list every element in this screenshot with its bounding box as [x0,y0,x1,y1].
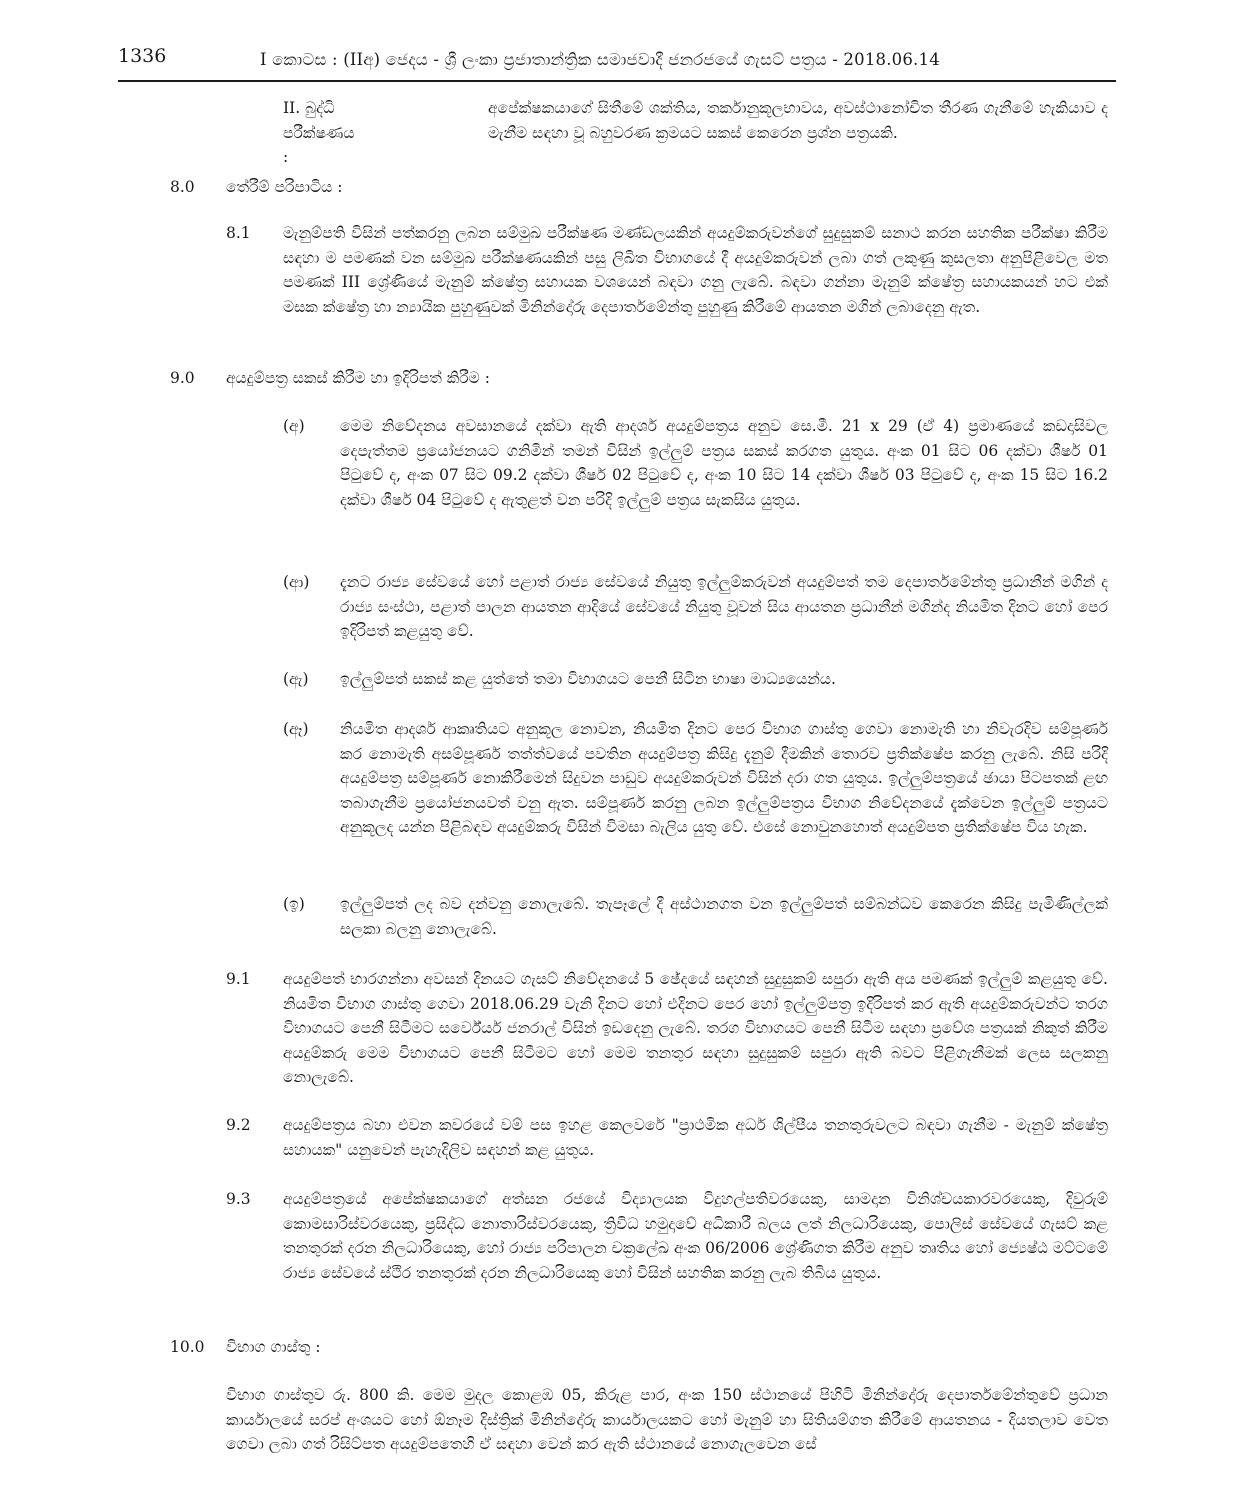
section-9-number: 9.0 [170,369,195,387]
section-8-title: තේරීම් පරිපාටිය : [226,178,343,196]
section-9-2-text: අයදුම්පත්‍රය බහා එවන කවරයේ වම් පස ඉහළ කෙලවරේ "ප්‍රාථමික අර්ධ ශිල්පීය තනතුරුවලට බඳවා ගැනීම - මැනුම් ක්ෂේත්‍ර සහායක" යනුවෙන් පැහැදිලිව සඳහන් කළ යුතුය. [283,1116,1108,1159]
section-9-title: අයදුම්පත්‍ර සකස් කිරීම හා ඉදිරිපත් කිරීම : [226,369,490,387]
item-a-text: මෙම නිවේදනය අවසානයේ දක්වා ඇති ආදර්ශ අයදුම්පත්‍රය අනුව සෙ.මී. 21 x 29 (ඒ 4) ප්‍රමාණයේ කඩදාසිවල දෙපැත්තම ප්‍රයෝජනයට ගනිමින් තමන් විසින් ඉල්ලුම් පත්‍රය සකස් කරගත යුතුය. අංක 01 සිට 06 දක්වා ශීර්ෂ 01 පිටුවේ ද, අංක 07 සිට 09.2 දක්වා ශීර්ෂ 02 පිටුවේ ද, අංක 10 සිට 14 දක්වා ශීර්ෂ 03 පිටුවේ ද, අංක 15 සිට 16.2 දක්වා ශීර්ෂ 04 පිටුවේ ද ඇතුළත් වන පරිදි ඉල්ලුම් පත්‍රය සැකසිය යුතුය. [340,417,1108,509]
item-i-label: (ඉ) [283,895,305,913]
page-number: 1336 [118,45,167,67]
item-aa-label: (ආ) [283,573,310,591]
section-9-1-number: 9.1 [226,970,251,988]
section-8-1-text: මැනුම්පති විසින් පත්කරනු ලබන සම්මුඛ පරීක්ෂණ මණ්ඩලයකින් අයදුම්කරුවන්ගේ සුදුසුකම් සනාථ කරන සහතික පරීක්ෂා කිරීම සඳහා ම පමණක් වන සම්මුඛ පරීක්ෂණයකින් පසු ලිඛිත විභාගයේ දී අයදුම්කරුවන් ලබා ගත් ලකුණු කුසලතා අනුපිළිවෙල මත පමණක් III ශ්‍රේණියේ මැනුම් ක්ෂේත්‍ර සහායක වශයෙන් බඳවා ගනු ලැබේ. බඳවා ගන්නා මැනුම් ක්ෂේත්‍ර සහායකයන් හට එක් මසක ක්ෂේත්‍ර හා න්‍යායික පුහුණුවක් මිනින්දෝරු දෙපාර්තමේන්තු පුහුණු කිරීමේ ආයතන මගින් ලබාදෙනු ඇත. [283,224,1108,316]
section-10-title: විභාග ගාස්තු : [226,1338,321,1356]
item-a-label: (අ) [283,417,305,435]
item-aee-text: නියමිත ආදර්ශ ආකෘතියට අනුකූල නොවන, නියමිත දිනට පෙර විභාග ගාස්තු ගෙවා නොමැති හා නිවැරදිව සම්පූර්ණ කර නොමැති අසම්පූර්ණ තත්ත්වයේ පවතින අයදුම්පත්‍ර කිසිදු දැනුම් දීමකින් තොරව ප්‍රතික්ෂේප කරනු ලැබේ. නිසි පරිදි අයදුම්පත්‍ර සම්පූර්ණ නොකිරීමෙන් සිදුවන පාඩුව අයදුම්කරුවන් විසින් දරා ගත යුතුය. ඉල්ලුම්පත්‍රයේ ඡායා පිටපතක් ළඟ තබාගැනීම ප්‍රයෝජනයවත් වනු ඇත. සම්පූර්ණ කරනු ලබන ඉල්ලුම්පත්‍රය විභාග නිවේදනයේ දැක්වෙන ඉල්ලුම් පත්‍රයට අනුකූලද යන්න පිළිබඳව අයදුම්කරු විසින් විමසා බැලිය යුතු වේ. එසේ නොවුනහොත් අයදුම්පත ප්‍රතික්ෂේප විය හැක. [340,720,1108,836]
section-9-3-number: 9.3 [226,1190,251,1208]
page-header [118,44,1116,82]
item-i-text: ඉල්ලුම්පත් ලද බව දන්වනු නොලැබේ. තැපෑලේ දී අස්ථානගත වන ඉල්ලුම්පත් සම්බන්ධව කෙරෙන කිසිදු පැමිණිල්ලක් සලකා බලනු නොලැබේ. [340,895,1108,938]
item-ae-text: ඉල්ලුම්පත් සකස් කළ යුත්තේ තමා විභාගයට පෙනී සිටින භාෂා මාධ්‍යයෙන්ය. [340,670,836,688]
item-ae-label: (ඇ) [283,670,309,688]
section-9-2-number: 9.2 [226,1116,251,1134]
running-head: I කොටස : (IIඅ) ජෙදය - ශ්‍රී ලංකා ප්‍රජාතාන්ත්‍රික සමාජවාදී ජනරජයේ ගැසට් පත්‍රය - 2018.06.14 [260,50,940,69]
intelligence-label: II. බුද්ධි පරීක්ෂණය : [283,99,355,166]
item-aee-label: (ඈ) [283,720,309,738]
section-8-number: 8.0 [170,178,195,196]
header-rule [118,80,1116,82]
section-8-1-number: 8.1 [226,224,251,242]
section-10-number: 10.0 [170,1338,205,1356]
item-aa-text: දැනට රාජ්‍ය සේවයේ හෝ පළාත් රාජ්‍ය සේවයේ නියුතු ඉල්ලුම්කරුවන් අයදුම්පත් තම දෙපාර්තමේන්තු ප්‍රධානීන් මගින් ද රාජ්‍ය සංස්ථා, පළාත් පාලන ආයතන ආදියේ සේවයේ නියුතු වූවන් සිය ආයතන ප්‍රධානීන් මගින්ද නියමිත දිනට හෝ පෙර ඉදිරිපත් කළයුතු වේ. [340,573,1108,640]
section-9-1-text: අයදුම්පත් භාරගන්නා අවසන් දිනයට ගැසට් නිවේදනයේ 5 ඡේදයේ සඳහන් සුදුසුකම් සපුරා ඇති අය පමණක් ඉල්ලුම් කළයුතු වේ. නියමිත විභාග ගාස්තු ගෙවා 2018.06.29 වැනි දිනට හෝ එදිනට පෙර හෝ ඉල්ලුම්පත්‍ර ඉදිරිපත් කර ඇති අයදුම්කරුවන්ට තරග විභාගයට පෙනී සිටීමට සර්වේයර් ජනරාල් විසින් ඉඩදෙනු ලැබේ. තරග විභාගයට පෙනී සිටීම සඳහා ප්‍රවේශ පත්‍රයක් නිකුත් කිරීම අයදුම්කරු මෙම විභාගයට පෙනී සිටීමට හෝ මෙම තනතුර සඳහා සුදුසුකම් සපුරා ඇති බවට පිළිගැනීමක් ලෙස සලකනු නොලැබේ. [283,970,1108,1086]
section-10-text: විභාග ගාස්තුව රු. 800 කි. මෙම මුදල කොළඹ 05, කිරුළ පාර, අංක 150 ස්ථානයේ පිහිටි මිනින්දෝරු දෙපාර්තමේන්තුවේ ප්‍රධාන කාර්යාලයේ සරප් අංශයට හෝ ඕනෑම දිස්ත්‍රික් මිනින්දෝරු කාර්යාලයකට හෝ මැනුම් හා සිතියම්ගත කිරීමේ ආයතනය - දියතලාව වෙත ගෙවා ලබා ගත් රිසිට්පත අයදුම්පතෙහි ඒ සඳහා වෙන් කර ඇති ස්ථානයේ නොගැලවෙන සේ [226,1386,1108,1453]
intelligence-text: අපේක්ෂකයාගේ සිතීමේ ශක්තිය, තර්කානුකූලභාවය, අවස්ථානෝචිත තීරණ ගැනීමේ හැකියාව ද මැනීම සඳහා වූ බහුවරණ ක්‍රමයට සකස් කෙරෙන ප්‍රශ්න පත්‍රයකි. [488,99,1108,142]
section-9-3-text: අයදුම්පත්‍රයේ අපේක්ෂකයාගේ අත්සන රජයේ විද්‍යාලයක විදුහල්පතිවරයෙකු, සාමදාන විනිශ්චයකාරවරයෙකු, දිවුරුම් කොමසාරිස්වරයෙකු, ප්‍රසිද්ධ නොතාරිස්වරයෙකු, ත්‍රිවිධ හමුදාවේ අධිකාරී බලය ලත් නිලධාරියෙකු, පොලිස් සේවයේ ගැසට් කළ තනතුරක් දරන නිලධාරියෙකු, හෝ රාජ්‍ය පරිපාලන චක්‍රලේඛ අංක 06/2006 ශ්‍රේණිගත කිරීම අනුව තෘතිය හෝ ජ්‍යෙෂ්ඨ මට්ටමේ රාජ්‍ය සේවයේ ස්ථිර තනතුරක් දරන නිලධාරියෙකු හෝ විසින් සහතික කරනු ලැබ තිබිය යුතුය. [283,1190,1108,1282]
